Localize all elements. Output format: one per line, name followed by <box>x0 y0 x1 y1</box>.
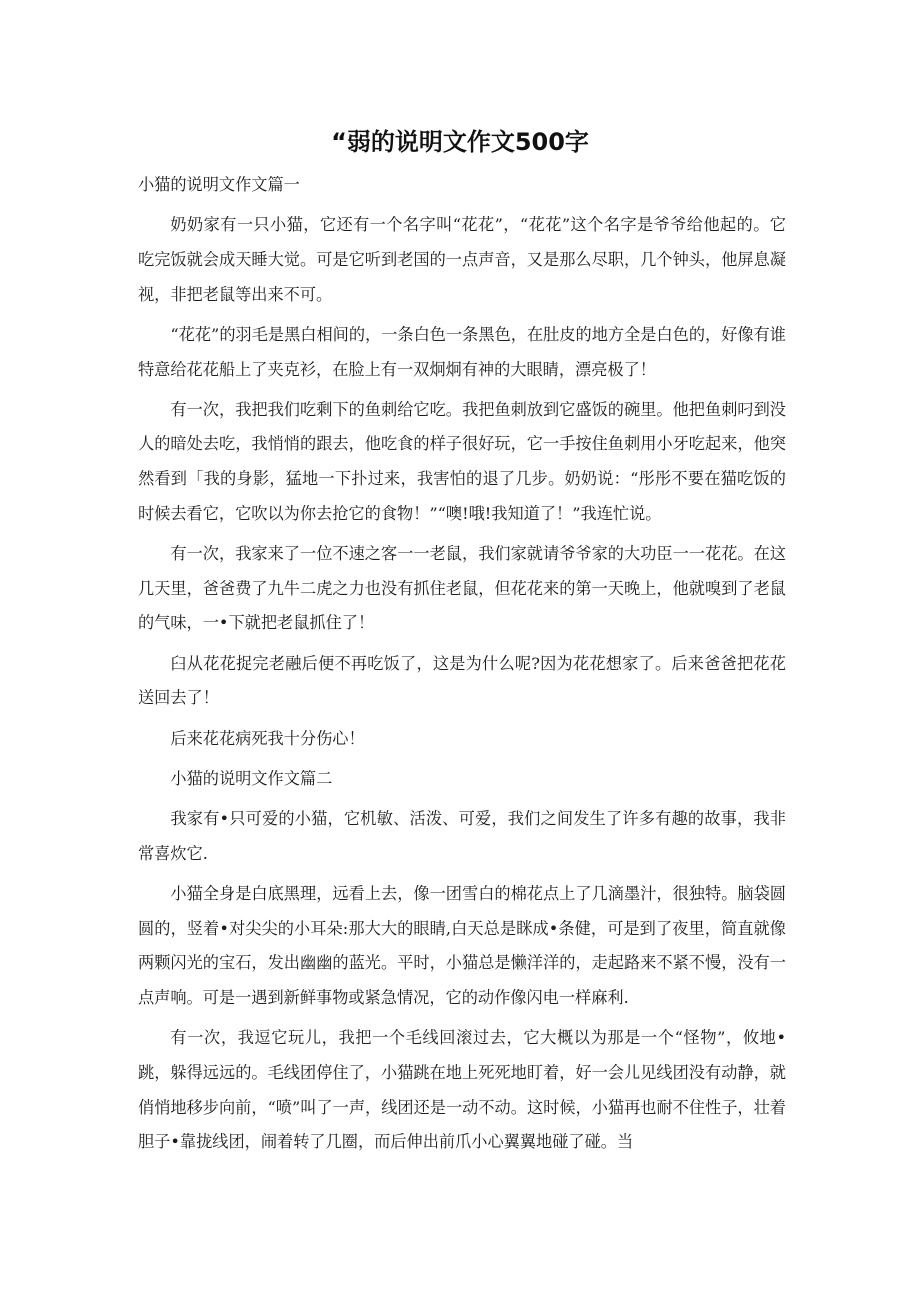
paragraph: 我家有•只可爱的小猫，它机敏、活泼、可爱，我们之间发生了许多有趣的故事，我非常喜炊它. <box>138 808 786 863</box>
document-title: “弱的说明文作文500字 <box>331 128 589 156</box>
paragraph: 臼从花花捉完老融后便不再吃饭了，这是为什么呢?因为花花想家了。后来爸爸把花花送回去了！ <box>138 653 786 708</box>
section-heading-2: 小猫的说明文作文篇二 <box>170 768 333 788</box>
paragraph: 有一次，我把我们吃剩下的鱼刺给它吃。我把鱼刺放到它盛饭的碗里。他把鱼刺叼到没人的暗处去吃，我悄悄的跟去，他吃食的样子很好玩，它一手按住鱼刺用小牙吃起来，他突然看到「我的身影，猛地一下扑过来，我害怕的退了几步。奶奶说：“彤彤不要在猫吃饭的时候去看它，它吹以为你去抢它的食物！”“噢!哦!我知道了！”我连忙说。 <box>138 399 786 523</box>
section-heading-1: 小猫的说明文作文篇一 <box>138 175 300 194</box>
paragraph: “花花”的羽毛是黑白相间的，一条白色一条黑色，在肚皮的地方全是白色的，好像有谁特意给花花船上了夹克衫，在脸上有一双炯炯有神的大眼睛，漂亮极了！ <box>138 324 786 379</box>
document-body <box>138 168 786 1165</box>
paragraph: 有一次，我逗它玩儿，我把一个毛线回滚过去，它大概以为那是一个“怪物”，攸地•跳，躲得远远的。毛线团停住了，小猫跳在地上死死地盯着，好一会儿见线团没有动静，就俏悄地移步向前，“喷”叫了一声，线团还是一动不动。这时候，小猫再也耐不住性子，壮着胆子•靠拢线团，闹着转了几圈，而后伸出前爪小心翼翼地碰了碰。当 <box>138 1028 786 1152</box>
paragraph: 后来花花病死我十分伤心！ <box>170 728 365 748</box>
paragraph: 奶奶家有一只小猫，它还有一个名字叫“花花”，“花花”这个名字是爷爷给他起的。它吃完饭就会成天睡大觉。可是它听到老国的一点声音，又是那么尽职，几个钟头，他屏息凝视，非把老鼠等出来不可。 <box>138 215 786 304</box>
paragraph: 小猫全身是白底黑理，远看上去，像一团雪白的棉花点上了几滴墨汁，很独特。脑袋圆圆的，竖着•对尖尖的小耳朵:那大大的眼睛,白天总是眯成•条健，可是到了夜里，简直就像两颗闪光的宝石，发出幽幽的蓝光。平时，小猫总是懒洋洋的，走起路来不紧不慢，没有一点声响。可是一遇到新鲜事物或紧急情况，它的动作像闪电一样麻利. <box>138 883 786 1007</box>
paragraph: 有一次，我家来了一位不速之客一一老鼠，我们家就请爷爷家的大功臣一一花花。在这几天里，爸爸费了九牛二虎之力也没有抓住老鼠，但花花来的第一天晚上，他就嗅到了老鼠的气味，一•下就把老鼠抓住了！ <box>138 544 786 633</box>
